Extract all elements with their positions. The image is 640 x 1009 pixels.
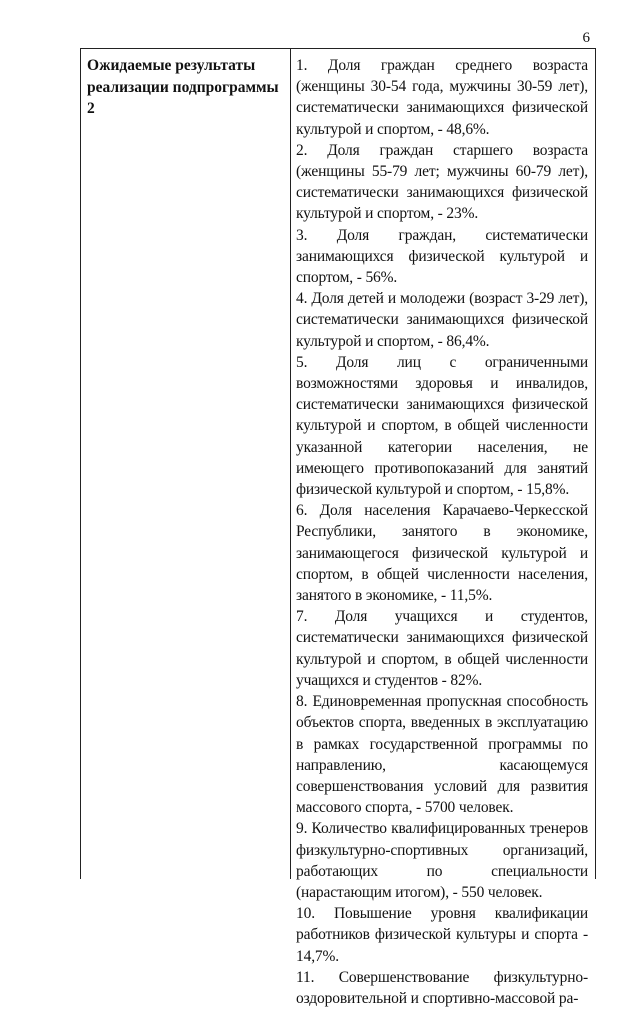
section-label: Ожидаемые результаты реализации подпрограммы 2 xyxy=(87,57,279,117)
result-item: 5. Доля лиц с ограниченными возможностями здоровья и инвалидов, систематически занимающихся физической культурой и спортом, в общей численности указанной категории населения, не имеющего противопоказаний для занятий физической культурой и спортом, - 15,8%. xyxy=(296,353,588,499)
page-number: 6 xyxy=(582,30,590,46)
column-divider xyxy=(290,49,291,879)
result-item: 7. Доля учащихся и студентов, систематически занимающихся физической культурой и спортом, в общей численности учащихся и студентов - 82%. xyxy=(296,608,588,689)
result-item: 11. Совершенствование физкультурно-оздоровительной и спортивно-массовой ра- xyxy=(296,968,588,1007)
results-list xyxy=(296,55,588,1009)
result-item: 9. Количество квалифицированных тренеров физкультурно-спортивных организаций, работающих по специальности (нарастающим итогом), - 550 человек. xyxy=(296,820,588,901)
result-item: 3. Доля граждан, систематически занимающихся физической культурой и спортом, - 56%. xyxy=(296,226,588,287)
result-item: 1. Доля граждан среднего возраста (женщины 30-54 года, мужчины 30-59 лет), систематически занимающихся физической культурой и спортом, - 48,6%. xyxy=(296,57,588,138)
results-table xyxy=(80,48,596,1007)
result-item: 4. Доля детей и молодежи (возраст 3-29 лет), систематически занимающихся физической культурой и спортом, - 86,4%. xyxy=(296,290,588,350)
result-item: 8. Единовременная пропускная способность объектов спорта, введенных в эксплуатацию в рамках государственной программы по направлению, касающемуся совершенствования условий для развития массового спорта, - 5700 человек. xyxy=(296,693,588,817)
result-item: 10. Повышение уровня квалификации работников физической культуры и спорта - 14,7%. xyxy=(296,905,588,965)
result-item: 2. Доля граждан старшего возраста (женщины 55-79 лет; мужчины 60-79 лет), систематически занимающихся физической культурой и спортом, - 23%. xyxy=(296,141,588,223)
result-item: 6. Доля населения Карачаево-Черкесской Республики, занятого в экономике, занимающегося физической культурой и спортом, в общей численности населения, занятого в экономике, - 11,5%. xyxy=(296,502,588,605)
